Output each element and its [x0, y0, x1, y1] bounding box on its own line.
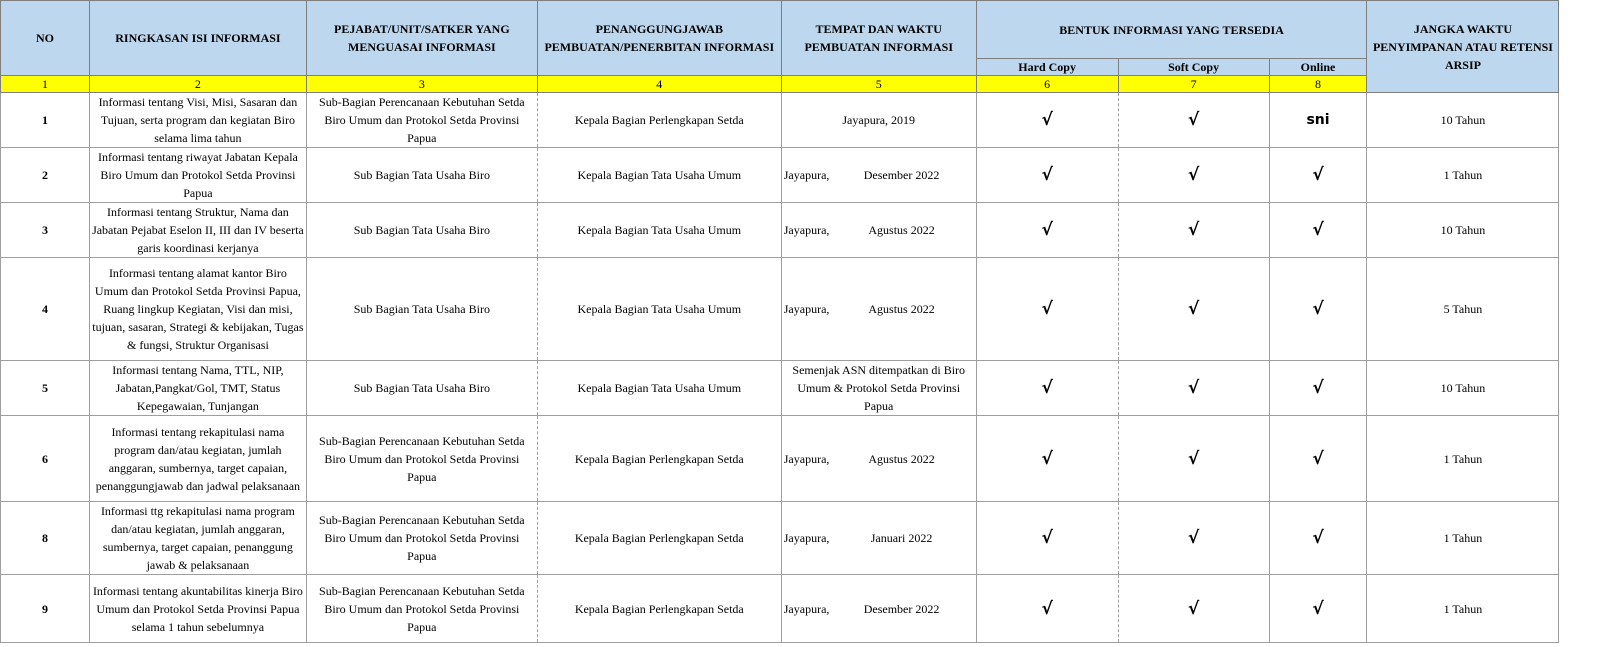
- tempat-waktu-cell: [781, 93, 976, 148]
- table-row: [1, 258, 1605, 361]
- header-pejabat: PEJABAT/UNIT/SATKER YANG MENGUASAI INFORMASI: [306, 1, 537, 76]
- tempat-waktu-cell: [781, 203, 976, 258]
- tempat-place: Jayapura,: [783, 601, 830, 616]
- penanggung-jawab-cell: Kepala Bagian Perlengkapan Setda: [537, 93, 781, 148]
- pejabat-cell: Sub-Bagian Perencanaan Kebutuhan Setda Biro Umum dan Protokol Setda Provinsi Papua: [306, 416, 537, 502]
- tempat-date: Januari 2022: [870, 531, 933, 545]
- hard-copy-check: √: [976, 502, 1118, 575]
- pejabat-cell: Sub Bagian Tata Usaha Biro: [306, 148, 537, 203]
- soft-copy-check: √: [1118, 575, 1269, 643]
- tempat-date: Agustus 2022: [868, 451, 935, 466]
- ringkasan-cell: Informasi tentang riwayat Jabatan Kepala Biro Umum dan Protokol Setda Provinsi Papua: [89, 148, 306, 203]
- penanggung-jawab-cell: Kepala Bagian Perlengkapan Setda: [537, 575, 781, 643]
- tempat-waktu-cell: [781, 148, 976, 203]
- col-number: 2: [89, 76, 306, 93]
- soft-copy-check: √: [1118, 258, 1269, 361]
- ringkasan-cell: Informasi tentang rekapitulasi nama program dan/atau kegiatan, jumlah anggaran, sumbernya, target capaian, penanggungjawab dan jadwal pelaksanaan: [89, 416, 306, 502]
- table-row: [1, 502, 1605, 575]
- jangka-waktu-cell: 5 Tahun: [1367, 258, 1559, 361]
- row-number: 6: [1, 416, 90, 502]
- ringkasan-cell: Informasi tentang akuntabilitas kinerja Biro Umum dan Protokol Setda Provinsi Papua selama 1 tahun sebelumnya: [89, 575, 306, 643]
- row-number: 5: [1, 361, 90, 416]
- soft-copy-check: √: [1118, 203, 1269, 258]
- hard-copy-check: √: [976, 361, 1118, 416]
- header-ringkasan: RINGKASAN ISI INFORMASI: [89, 1, 306, 76]
- online-sni-mark: sni: [1269, 93, 1367, 148]
- pejabat-cell: Sub Bagian Tata Usaha Biro: [306, 203, 537, 258]
- col-number: 3: [306, 76, 537, 93]
- jangka-waktu-cell: 1 Tahun: [1367, 575, 1559, 643]
- soft-copy-check: √: [1118, 361, 1269, 416]
- tempat-waktu-cell: [781, 502, 976, 575]
- online-check: √: [1269, 258, 1367, 361]
- jangka-waktu-cell: 10 Tahun: [1367, 203, 1559, 258]
- tempat-place: Jayapura,: [783, 168, 830, 182]
- header-soft-copy: Soft Copy: [1118, 59, 1269, 76]
- penanggung-jawab-cell: Kepala Bagian Tata Usaha Umum: [537, 148, 781, 203]
- tempat-date: Desember 2022: [863, 601, 940, 616]
- ringkasan-cell: Informasi tentang Struktur, Nama dan Jabatan Pejabat Eselon II, III dan IV beserta garis koordinasi kerjanya: [89, 203, 306, 258]
- soft-copy-check: √: [1118, 416, 1269, 502]
- tempat-waktu-cell: [781, 258, 976, 361]
- jangka-waktu-cell: 1 Tahun: [1367, 416, 1559, 502]
- hard-copy-check: √: [976, 148, 1118, 203]
- header-no: NO: [1, 1, 90, 76]
- tempat-waktu-cell: [781, 361, 976, 416]
- blank-margin: [1559, 1, 1605, 93]
- penanggung-jawab-cell: Kepala Bagian Perlengkapan Setda: [537, 502, 781, 575]
- table-row: [1, 361, 1605, 416]
- ringkasan-cell: Informasi tentang alamat kantor Biro Umum dan Protokol Setda Provinsi Papua, Ruang lingkup Kegiatan, Visi dan misi, tujuan, sasaran, Strategi & kebijakan, Tugas & fungsi, Struktur Organisasi: [89, 258, 306, 361]
- row-number: 2: [1, 148, 90, 203]
- jangka-waktu-cell: 1 Tahun: [1367, 148, 1559, 203]
- hard-copy-check: √: [976, 258, 1118, 361]
- col-number: 4: [537, 76, 781, 93]
- soft-copy-check: √: [1118, 502, 1269, 575]
- pejabat-cell: Sub Bagian Tata Usaha Biro: [306, 258, 537, 361]
- tempat-place: Jayapura,: [783, 223, 830, 237]
- col-number: 8: [1269, 76, 1367, 93]
- ringkasan-cell: Informasi tentang Nama, TTL, NIP, Jabatan,Pangkat/Gol, TMT, Status Kepegawaian, Tunjangan: [89, 361, 306, 416]
- row-number: 8: [1, 502, 90, 575]
- header-bentuk-informasi: BENTUK INFORMASI YANG TERSEDIA: [976, 1, 1367, 59]
- row-number: 4: [1, 258, 90, 361]
- col-number: 6: [976, 76, 1118, 93]
- jangka-waktu-cell: 10 Tahun: [1367, 361, 1559, 416]
- jangka-waktu-cell: 10 Tahun: [1367, 93, 1559, 148]
- row-number: 9: [1, 575, 90, 643]
- soft-copy-check: √: [1118, 148, 1269, 203]
- tempat-waktu-cell: [781, 416, 976, 502]
- table-row: [1, 93, 1605, 148]
- hard-copy-check: √: [976, 575, 1118, 643]
- header-online: Online: [1269, 59, 1367, 76]
- header-penanggung-jawab: PENANGGUNGJAWAB PEMBUATAN/PENERBITAN INFORMASI: [537, 1, 781, 76]
- header-hard-copy: Hard Copy: [976, 59, 1118, 76]
- online-check: √: [1269, 502, 1367, 575]
- online-check: √: [1269, 203, 1367, 258]
- pejabat-cell: Sub-Bagian Perencanaan Kebutuhan Setda Biro Umum dan Protokol Setda Provinsi Papua: [306, 575, 537, 643]
- col-number: 1: [1, 76, 90, 93]
- table-row: [1, 575, 1605, 643]
- tempat-text: Jayapura, 2019: [842, 113, 916, 127]
- row-number: 1: [1, 93, 90, 148]
- hard-copy-check: √: [976, 416, 1118, 502]
- tempat-date: Desember 2022: [863, 168, 940, 182]
- tempat-date: Agustus 2022: [868, 223, 935, 237]
- hard-copy-check: √: [976, 93, 1118, 148]
- hard-copy-check: √: [976, 203, 1118, 258]
- tempat-place: Jayapura,: [783, 451, 830, 466]
- header-jangka-waktu: JANGKA WAKTU PENYIMPANAN ATAU RETENSI ARSIP: [1367, 1, 1559, 93]
- tempat-text: Semenjak ASN ditempatkan di Biro Umum & Protokol Setda Provinsi Papua: [792, 363, 966, 413]
- ringkasan-cell: Informasi ttg rekapitulasi nama program dan/atau kegiatan, jumlah anggaran, sumbernya, target capaian, penanggung jawab & pelaksanaan: [89, 502, 306, 575]
- tempat-place: Jayapura,: [783, 302, 830, 316]
- penanggung-jawab-cell: Kepala Bagian Tata Usaha Umum: [537, 361, 781, 416]
- pejabat-cell: Sub-Bagian Perencanaan Kebutuhan Setda Biro Umum dan Protokol Setda Provinsi Papua: [306, 502, 537, 575]
- penanggung-jawab-cell: Kepala Bagian Tata Usaha Umum: [537, 203, 781, 258]
- pejabat-cell: Sub-Bagian Perencanaan Kebutuhan Setda Biro Umum dan Protokol Setda Provinsi Papua: [306, 93, 537, 148]
- ringkasan-cell: Informasi tentang Visi, Misi, Sasaran dan Tujuan, serta program dan kegiatan Biro selama lima tahun: [89, 93, 306, 148]
- penanggung-jawab-cell: Kepala Bagian Tata Usaha Umum: [537, 258, 781, 361]
- table-row: [1, 148, 1605, 203]
- online-check: √: [1269, 575, 1367, 643]
- pejabat-cell: Sub Bagian Tata Usaha Biro: [306, 361, 537, 416]
- tempat-date: Agustus 2022: [868, 302, 935, 316]
- online-check: √: [1269, 148, 1367, 203]
- table-row: [1, 203, 1605, 258]
- soft-copy-check: √: [1118, 93, 1269, 148]
- table-row: [1, 416, 1605, 502]
- row-number: 3: [1, 203, 90, 258]
- tempat-place: Jayapura,: [783, 531, 830, 545]
- jangka-waktu-cell: 1 Tahun: [1367, 502, 1559, 575]
- header-tempat-waktu: TEMPAT DAN WAKTU PEMBUATAN INFORMASI: [781, 1, 976, 76]
- col-number: 5: [781, 76, 976, 93]
- col-number: 7: [1118, 76, 1269, 93]
- tempat-waktu-cell: [781, 575, 976, 643]
- online-check: √: [1269, 361, 1367, 416]
- penanggung-jawab-cell: Kepala Bagian Perlengkapan Setda: [537, 416, 781, 502]
- column-number-row: [1, 76, 1605, 93]
- online-check: √: [1269, 416, 1367, 502]
